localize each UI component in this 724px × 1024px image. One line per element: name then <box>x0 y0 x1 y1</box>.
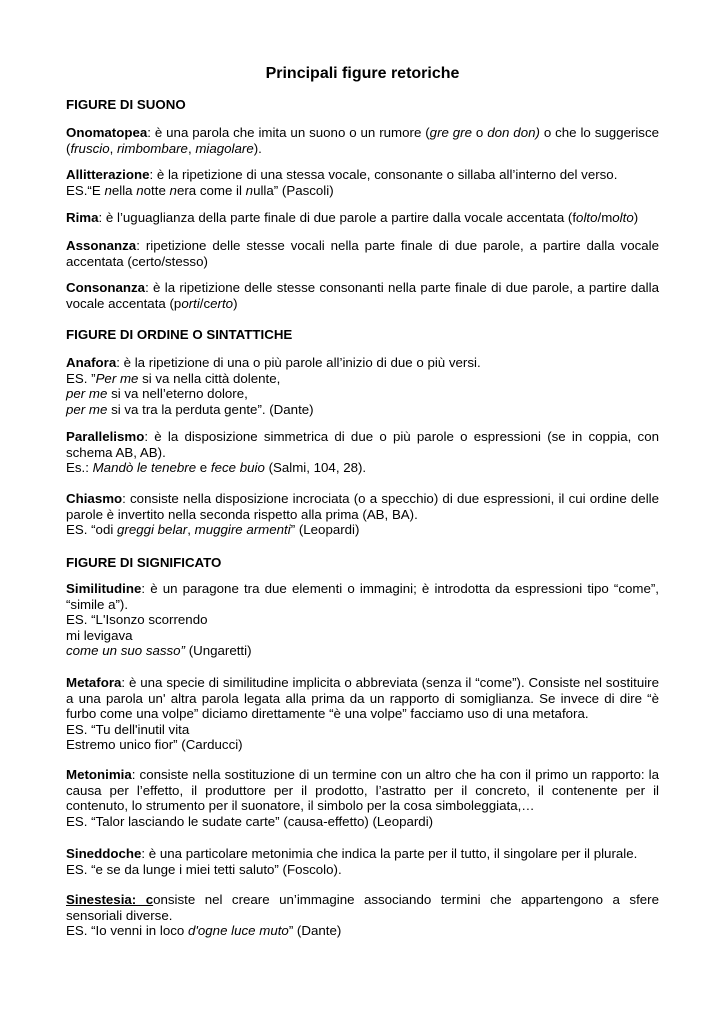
example-allitterazione: ES.“E nella notte nera come il nulla” (Pascoli) <box>66 182 334 198</box>
entry-metafora: Metafora: è una specie di similitudine implicita o abbreviata (senza il “come”). Consiste nel sostituire a una parola un' altra parola legata alla prima da un rapporto di somiglianza. Se invece di dire “è furbo come una volpe” diciamo direttamente “è una volpe” facciamo uso di una metafora. ES. “Tu dell'inutil vita Estremo unico fior” (Carducci) <box>66 675 659 753</box>
entry-sineddoche: Sineddoche: è una particolare metonimia che indica la parte per il tutto, il singolare per il plurale. ES. “e se da lunge i miei tetti saluto” (Foscolo). <box>66 846 638 877</box>
entry-rima: Rima: è l’uguaglianza della parte finale di due parole a partire dalla vocale accentata (folto/molto) <box>66 210 639 225</box>
entry-allitterazione: Allitterazione: è la ripetizione di una stessa vocale, consonante o sillaba all’interno del verso. ES.“E nella notte nera come il nulla” (Pascoli) <box>66 167 659 198</box>
section-heading-suono: FIGURE DI SUONO <box>66 97 186 112</box>
term-similitudine: Similitudine <box>66 581 142 596</box>
entry-assonanza: Assonanza: ripetizione delle stesse vocali nella parte finale di due parole, a partire dalla vocale accentata (certo/stesso) <box>66 238 659 269</box>
entry-anafora: Anafora: è la ripetizione di una o più parole all’inizio di due o più versi. ES. ”Per me si va nella città dolente, per me si va nell’eterno dolore, per me si va tra la perduta gente”. (Dante) <box>66 355 481 417</box>
term-onomatopea: Onomatopea <box>66 125 148 140</box>
term-allitterazione: Allitterazione <box>66 167 150 182</box>
entry-chiasmo: Chiasmo: consiste nella disposizione incrociata (o a specchio) di due espressioni, il cui ordine delle parole è invertito nella seconda rispetto alla prima (AB, BA). ES. “odi greggi belar, muggire armenti” (Leopardi) <box>66 491 659 538</box>
term-consonanza: Consonanza <box>66 280 146 295</box>
section-heading-ordine: FIGURE DI ORDINE O SINTATTICHE <box>66 327 293 342</box>
term-parallelismo: Parallelismo <box>66 429 145 444</box>
term-sinestesia: Sinestesia: c <box>66 892 154 907</box>
term-rima: Rima <box>66 210 99 225</box>
term-chiasmo: Chiasmo <box>66 491 123 506</box>
term-metafora: Metafora <box>66 675 122 690</box>
term-anafora: Anafora <box>66 355 117 370</box>
entry-similitudine: Similitudine: è un paragone tra due elementi o immagini; è introdotta da espressioni tipo “come”, “simile a”). ES. “L'Isonzo scorrendo mi levigava come un suo sasso” (Ungaretti) <box>66 581 659 659</box>
entry-metonimia: Metonimia: consiste nella sostituzione di un termine con un altro che ha con il primo un rapporto: la causa per l’effetto, il produttore per il prodotto, l’astratto per il concreto, il contenente per il contenuto, lo strumento per il suonatore, il simbolo per la cosa simboleggiata,… ES. “Talor lasciando le sudate carte” (causa-effetto) (Leopardi) <box>66 767 659 829</box>
term-metonimia: Metonimia <box>66 767 132 782</box>
term-assonanza: Assonanza <box>66 238 137 253</box>
entry-sinestesia: Sinestesia: consiste nel creare un’immagine associando termini che appartengono a sfere sensoriali diverse. ES. “Io venni in loco d'ogne luce muto” (Dante) <box>66 892 659 939</box>
entry-parallelismo: Parallelismo: è la disposizione simmetrica di due o più parole o espressioni (se in coppia, con schema AB, AB). Es.: Mandò le tenebre e fece buio (Salmi, 104, 28). <box>66 429 659 476</box>
page-title: Principali figure retoriche <box>265 65 460 82</box>
section-heading-significato: FIGURE DI SIGNIFICATO <box>66 555 222 570</box>
term-sineddoche: Sineddoche <box>66 846 142 861</box>
entry-consonanza: Consonanza: è la ripetizione delle stesse consonanti nella parte finale di due parole, a partire dalla vocale accentata (porti/certo) <box>66 280 659 311</box>
entry-onomatopea: Onomatopea: è una parola che imita un suono o un rumore (gre gre o don don) o che lo suggerisce (fruscio, rimbombare, miagolare). <box>66 125 660 156</box>
